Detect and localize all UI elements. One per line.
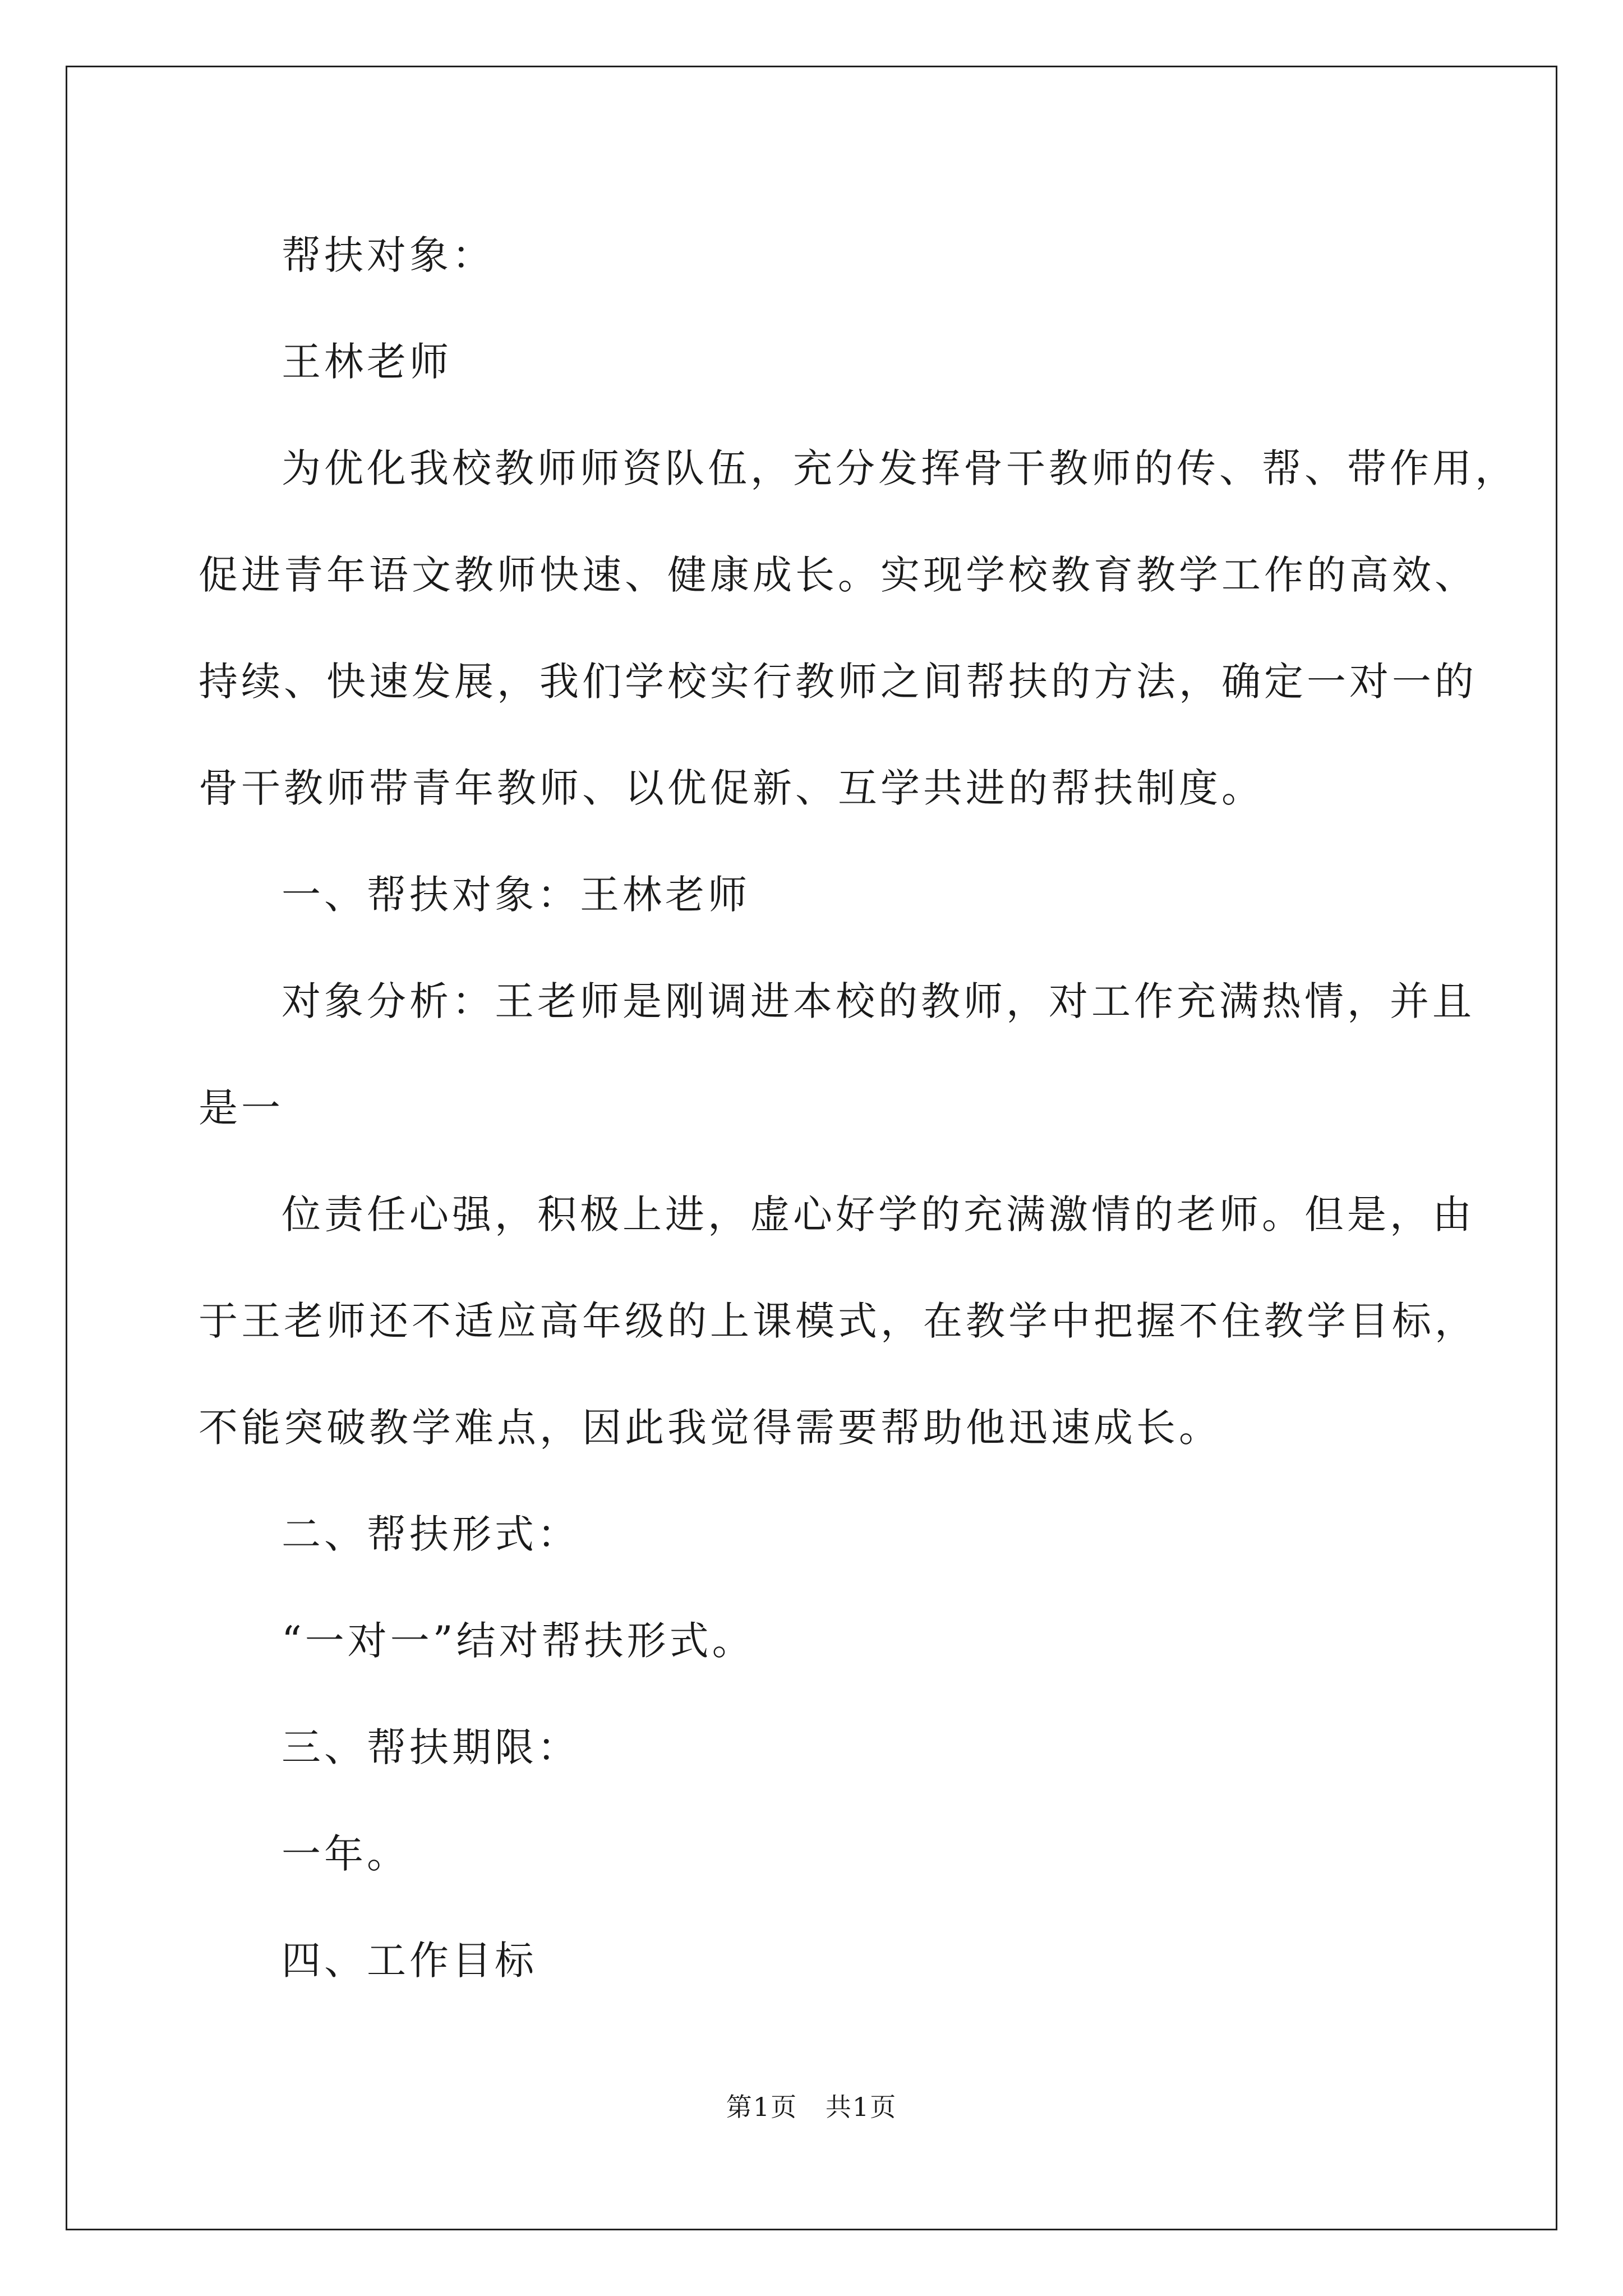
line-intro-2: 促进青年语文教师快速、健康成长。实现学校教育教学工作的高效、 xyxy=(199,552,1477,598)
document-body xyxy=(199,202,1518,2014)
line-intro-1: 为优化我校教师师资队伍，充分发挥骨干教师的传、帮、带作用， xyxy=(282,445,1518,491)
line-analysis-3: 位责任心强，积极上进，虚心好学的充满激情的老师。但是，由 xyxy=(282,1191,1475,1237)
section-3-heading: 三、帮扶期限： xyxy=(282,1724,580,1770)
line-intro-4: 骨干教师带青年教师、以优促新、互学共进的帮扶制度。 xyxy=(199,765,1264,811)
line-teacher-name: 王林老师 xyxy=(282,339,452,385)
line-duration: 一年。 xyxy=(282,1831,409,1877)
line-help-target-heading: 帮扶对象： xyxy=(282,232,495,278)
line-analysis-5: 不能突破教学难点，因此我觉得需要帮助他迅速成长。 xyxy=(199,1405,1221,1451)
section-4-heading: 四、工作目标 xyxy=(282,1938,537,1984)
section-1-heading: 一、帮扶对象：王林老师 xyxy=(282,872,750,918)
line-form: “一对一”结对帮扶形式。 xyxy=(282,1618,755,1664)
line-analysis-4: 于王老师还不适应高年级的上课模式，在教学中把握不住教学目标， xyxy=(199,1298,1477,1344)
section-2-heading: 二、帮扶形式： xyxy=(282,1511,580,1557)
line-analysis-1: 对象分析：王老师是刚调进本校的教师，对工作充满热情，并且 xyxy=(282,978,1475,1024)
page-number-footer: 第1页 共1页 xyxy=(726,2092,897,2122)
line-analysis-2: 是一 xyxy=(199,1085,284,1131)
line-intro-3: 持续、快速发展，我们学校实行教师之间帮扶的方法，确定一对一的 xyxy=(199,659,1477,705)
